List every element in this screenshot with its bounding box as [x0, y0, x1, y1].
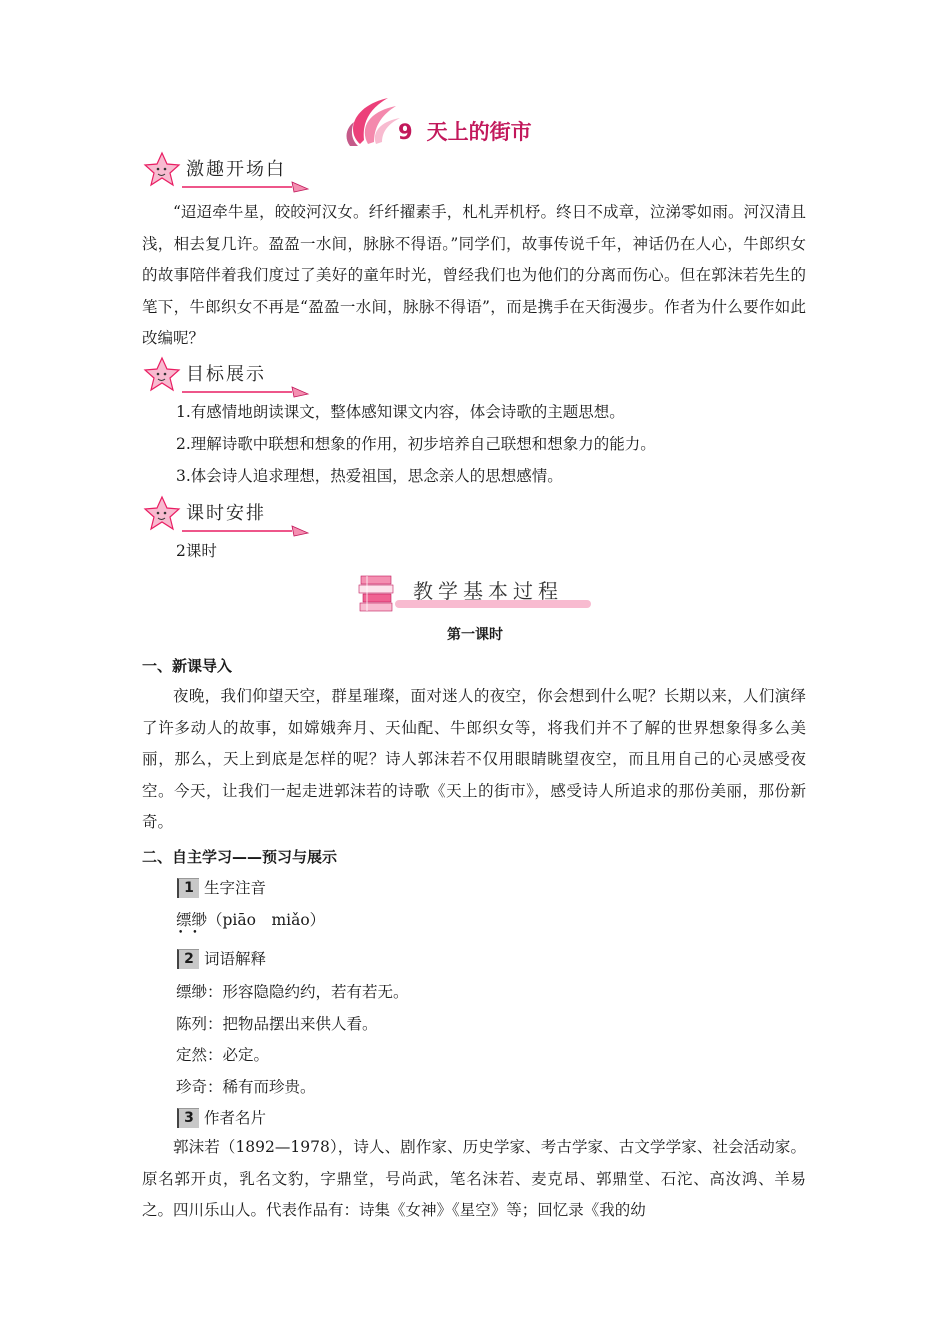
item-heading: 生字注音: [204, 879, 267, 897]
star-icon: [142, 150, 184, 188]
goal-item: 1.有感情地朗读课文，整体感知课文内容，体会诗歌的主题思想。: [176, 403, 625, 421]
process-banner: [355, 566, 595, 616]
item-heading: 词语解释: [204, 950, 267, 968]
pen-icon: [182, 385, 312, 399]
part1-heading: 一、新课导入: [142, 657, 233, 675]
pen-icon: [182, 524, 312, 538]
item-number-badge: 3: [177, 1108, 199, 1128]
author-paragraph: 郭沫若（1892—1978），诗人、剧作家、历史学家、考古学家、古文学学家、社会活动家。原名郭开贞，乳名文豹，字鼎堂，号尚武，笔名沫若、麦克昂、郭鼎堂、石沱、高汝鸿、羊易之。四川乐山人。代表作品有：诗集《女神》《星空》等；回忆录《我的幼: [142, 1138, 806, 1219]
star-icon: [142, 355, 184, 393]
section-header-intro: [142, 150, 322, 188]
definition-line: 珍奇：稀有而珍贵。: [176, 1078, 316, 1096]
schedule-text: 2课时: [176, 542, 217, 560]
part1-paragraph: 夜晚，我们仰望天空，群星璀璨，面对迷人的夜空，你会想到什么呢？长期以来，人们演绎了许多动人的故事，如嫦娥奔月、天仙配、牛郎织女等，将我们并不了解的世界想象得多么美丽，那么，天上到底是怎样的呢？诗人郭沫若不仅用眼睛眺望夜空，而且用自己的心灵感受夜空。今天，让我们一起走进郭沫若的诗歌《天上的街市》，感受诗人所追求的那份美丽，那份新奇。: [142, 687, 806, 831]
star-icon: [142, 494, 184, 532]
definition-line: 陈列：把物品摆出来供人看。: [176, 1015, 378, 1033]
section-header-goals: [142, 355, 322, 393]
pen-icon: [182, 180, 312, 194]
process-banner-text: 教学基本过程: [413, 579, 563, 603]
section-title-intro: 激趣开场白: [186, 159, 286, 180]
pinyin-line: 缥缈（piāo miǎo）: [176, 911, 326, 929]
lesson-title: [340, 92, 600, 156]
item-heading: 作者名片: [204, 1109, 267, 1127]
goal-item: 2.理解诗歌中联想和想象的作用，初步培养自己联想和想象力的能力。: [176, 435, 656, 453]
item-number-badge: 1: [177, 878, 199, 898]
title-number: 9: [398, 120, 413, 144]
item-number-badge: 2: [177, 949, 199, 969]
intro-paragraph: “迢迢牵牛星，皎皎河汉女。纤纤擢素手，札札弄机杼。终日不成章，泣涕零如雨。河汉清且浅，相去复几许。盈盈一水间，脉脉不得语。”同学们，故事传说千年，神话仍在人心，牛郎织女的故事陪伴着我们度过了美好的童年时光，曾经我们也为他们的分离而伤心。但在郭沫若先生的笔下，牛郎织女不再是“盈盈一水间，脉脉不得语”，而是携手在天街漫步。作者为什么要作如此改编呢？: [142, 203, 806, 347]
part2-heading: 二、自主学习——预习与展示: [142, 848, 338, 866]
section-title-goals: 目标展示: [186, 364, 266, 385]
section-title-schedule: 课时安排: [186, 503, 266, 524]
goal-item: 3.体会诗人追求理想，热爱祖国，思念亲人的思想感情。: [176, 467, 563, 485]
title-text: 天上的街市: [426, 120, 532, 144]
section-header-schedule: [142, 494, 322, 532]
lesson-session-title: 第一课时: [447, 627, 503, 643]
definition-line: 缥缈：形容隐隐约约，若有若无。: [176, 983, 409, 1001]
emphasis-dots: ••: [178, 928, 207, 938]
definition-line: 定然：必定。: [176, 1046, 270, 1064]
